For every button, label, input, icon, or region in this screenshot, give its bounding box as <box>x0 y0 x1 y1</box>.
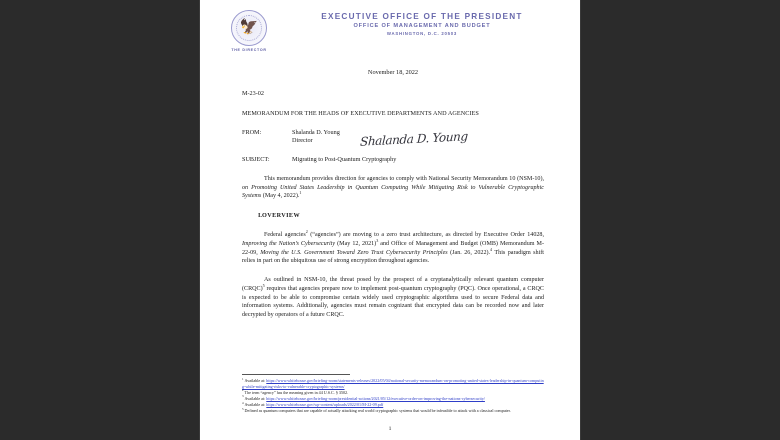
footnote-3-marker: 3 <box>242 394 244 399</box>
footnote-1-link[interactable]: https://www.whitehouse.gov/briefing-room/statements-releases/2022/05/04/national-security-memorandum-on-promoting-united-states-leadership-in-quantum-computing-while-mitigating-risks-to-vulnerable-cryptographic-systems/ <box>242 378 544 389</box>
intro-title-italic: on Promoting United States Leadership in Quantum Computing While Mitigating Risk to Vulnerable Cryptographic Systems <box>242 184 544 200</box>
document-page <box>200 0 580 440</box>
page-number: 1 <box>388 426 392 432</box>
footnote-3 <box>242 396 544 402</box>
memo-date: November 18, 2022 <box>367 69 419 76</box>
footnote-4-prefix: Available at: <box>244 401 267 407</box>
the-director-label: THE DIRECTOR <box>231 48 267 52</box>
signature-image: Shalanda D. Young <box>359 128 469 149</box>
intro-text-b: (May 4, 2022). <box>261 193 300 200</box>
subject-value: Migrating to Post-Quantum Cryptography <box>292 156 397 164</box>
footnote-2-marker: 2 <box>242 388 244 393</box>
footnote-ref-1[interactable]: 1 <box>299 190 302 196</box>
footnote-4-link[interactable]: https://www.whitehouse.gov/wp-content/uploads/2022/01/M-22-09.pdf <box>266 401 384 407</box>
footnote-1-marker: 1 <box>242 376 244 381</box>
footnote-ref-5[interactable]: 5 <box>262 282 265 288</box>
section-title: OVERVIEW <box>262 212 301 220</box>
letterhead-text <box>296 12 548 36</box>
memo-addressee: MEMORANDUM FOR THE HEADS OF EXECUTIVE DEPARTMENTS AND AGENCIES <box>242 109 479 117</box>
eagle-glyph: 🦅 <box>239 19 259 36</box>
document-body <box>200 69 580 320</box>
p2-text-b: (“agencies”) are moving to a zero trust architecture, as directed by Executive Order 14028, <box>307 232 544 239</box>
from-row <box>242 129 544 147</box>
p2-italic-m2209: Moving the U.S. Government Toward Zero Trust Cybersecurity Principles <box>260 249 448 256</box>
footnote-5-text: Defined as quantum computers that are capable of actually attacking real world cryptographic systems that would be infeasible to attack with a classical computer. <box>244 407 511 413</box>
footnotes-section <box>242 374 544 414</box>
p2-text-e: (Jan. 26, 2022). <box>447 249 491 256</box>
subject-label: SUBJECT: <box>242 156 270 164</box>
footnote-ref-3[interactable]: 3 <box>376 237 379 243</box>
p2-italic-eo14028: Improving the Nation’s Cybersecurity <box>242 240 336 247</box>
letterhead <box>200 0 580 56</box>
footnote-separator-rule <box>242 374 350 375</box>
intro-text-a: This memorandum provides direction for agencies to comply with National Security Memorandum 10 (NSM-10), <box>264 175 544 182</box>
paragraph-federal-agencies <box>242 228 545 266</box>
p3-text-a: As outlined in NSM-10, the threat posed by the prospect of a cryptanalytically relevant quantum computer (CRQC) <box>242 277 544 292</box>
footnote-3-link[interactable]: https://www.whitehouse.gov/briefing-room/presidential-actions/2021/05/12/executive-order-on-improving-the-nations-cybersecurity/ <box>266 395 485 401</box>
p2-text-d: and Office of Management and Budget (OMB) Memorandum M-22-09, <box>242 240 544 256</box>
p2-text-c: (May 12, 2021) <box>335 240 377 247</box>
footnote-ref-4[interactable]: 4 <box>490 246 493 252</box>
from-title: Director <box>292 137 313 145</box>
footnote-5 <box>242 408 544 414</box>
footnote-4-marker: 4 <box>242 400 244 405</box>
p2-text-a: Federal agencies <box>264 232 306 239</box>
footnote-3-prefix: Available at: <box>244 395 267 401</box>
letterhead-line-1: EXECUTIVE OFFICE OF THE PRESIDENT <box>321 12 523 21</box>
from-name: Shalanda D. Young <box>292 128 340 136</box>
footnote-5-marker: 5 <box>242 406 244 411</box>
from-label: FROM: <box>242 128 262 136</box>
intro-paragraph <box>242 175 544 201</box>
footnote-4 <box>242 402 544 408</box>
seal-block <box>226 10 272 52</box>
footnote-ref-2[interactable]: 2 <box>305 228 308 234</box>
letterhead-line-2: OFFICE OF MANAGEMENT AND BUDGET <box>353 23 491 29</box>
p3-text-b: requires that agencies prepare now to implement post-quantum cryptography (PQC). Once operational, a CRQC is expected to be able to compromise certain widely used cryptographic algorithms used to secure Federal data and information systems. Additionally, agencies must remain cognizant that encrypted data can be recorded now and later decrypted by operators of a future CRQC. <box>242 285 544 319</box>
subject-row <box>242 156 544 165</box>
memo-number: M-23-02 <box>242 89 264 97</box>
paragraph-crqc-threat <box>242 276 544 320</box>
presidential-seal-icon <box>231 10 267 46</box>
letterhead-line-3: WASHINGTON, D.C. 20503 <box>386 31 458 36</box>
footnote-2-text: The term “agency” has the meaning given in 44 U.S.C. § 3502. <box>244 389 349 395</box>
section-number: I. <box>258 212 262 220</box>
p2-text-f: This paradigm shift relies in part on the ubiquitous use of strong encryption throughout agencies. <box>242 249 545 265</box>
section-heading-overview <box>242 212 544 221</box>
footnote-1 <box>242 378 544 389</box>
footnote-1-prefix: Available at: <box>244 378 267 384</box>
